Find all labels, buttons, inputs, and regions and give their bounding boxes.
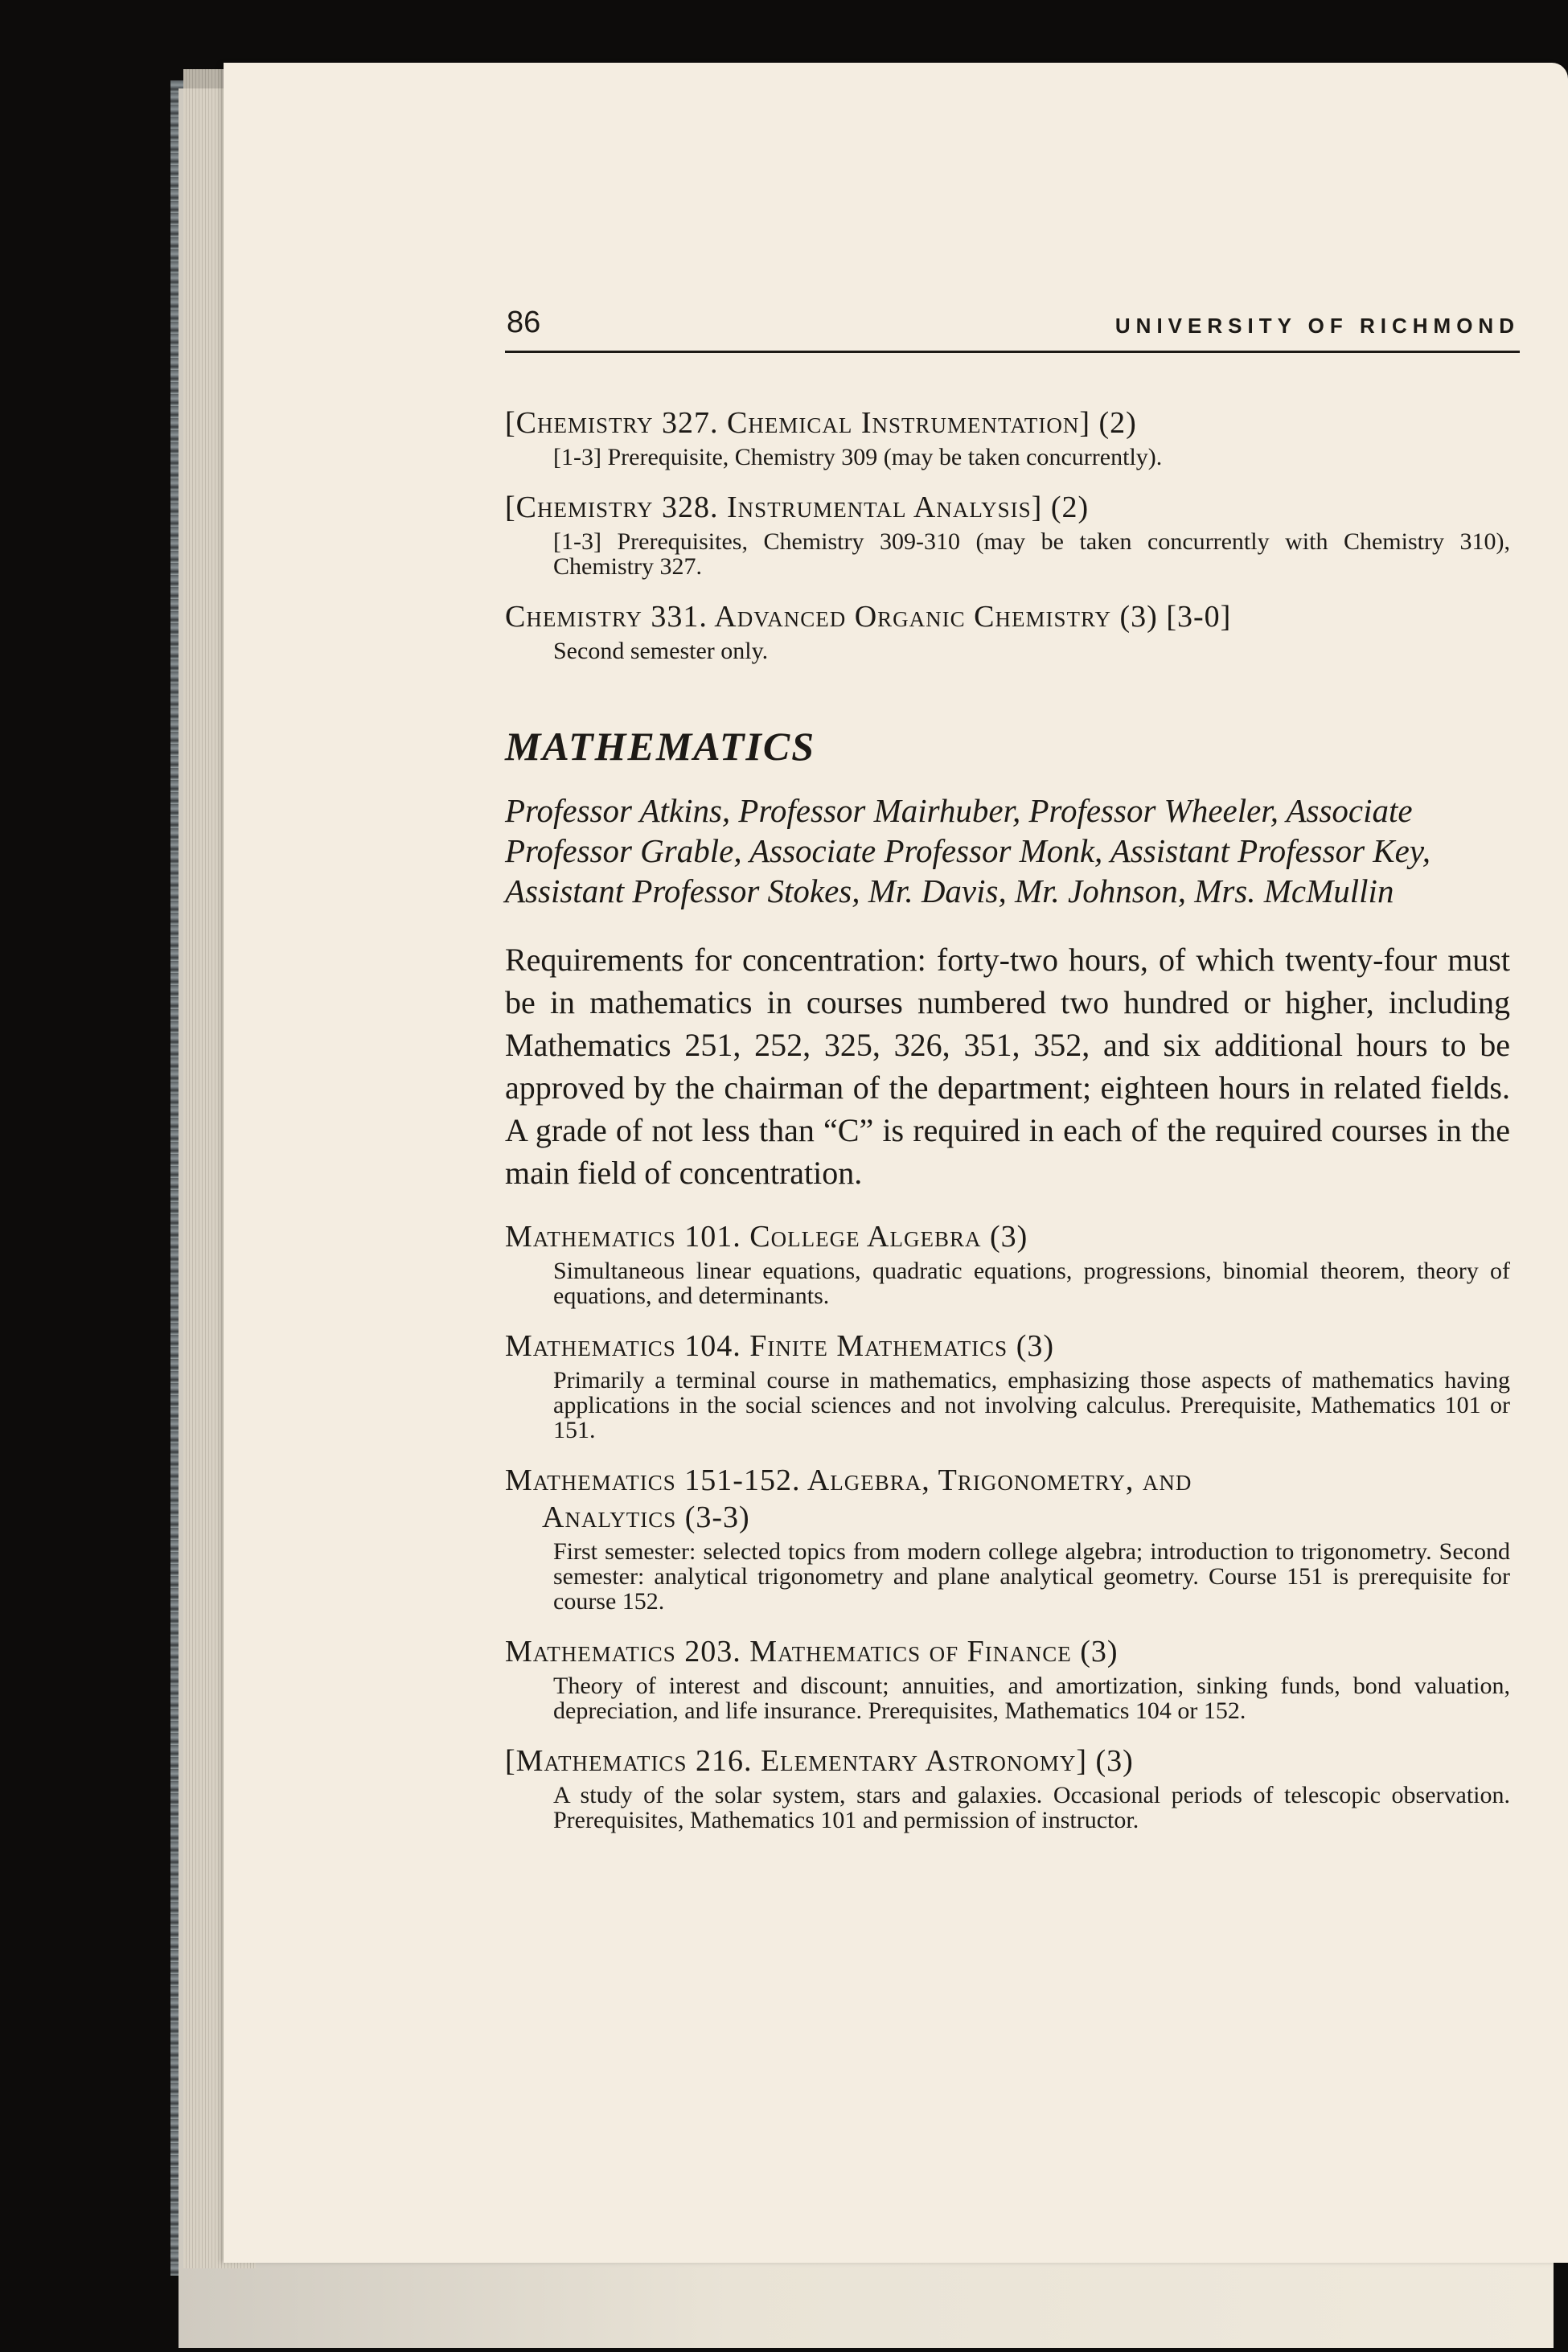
course-heading: [Chemistry 327. Chemical Instrumentation] (2) <box>505 406 1137 440</box>
course-heading: Mathematics 104. Finite Mathematics (3) <box>505 1329 1055 1363</box>
course-description: First semester: selected topics from modern college algebra; introduction to trigonometry. Second semester: analytical trigonometry and plane analytical geometry. Course 151 is prerequisite for course 152. <box>553 1538 1510 1615</box>
section-title: MATHEMATICS <box>505 724 816 769</box>
course-heading: Mathematics 203. Mathematics of Finance (3) <box>505 1635 1119 1669</box>
page-content <box>505 306 1520 1833</box>
course-heading: [Mathematics 216. Elementary Astronomy] (3) <box>505 1744 1134 1778</box>
course-mathematics-216 <box>505 1742 1510 1833</box>
course-heading: Mathematics 101. College Algebra (3) <box>505 1220 1028 1254</box>
course-description: Simultaneous linear equations, quadratic equations, progressions, binomial theorem, theory of equations, and determinants. <box>553 1258 1510 1309</box>
course-chemistry-331 <box>505 598 1510 663</box>
course-description: [1-3] Prerequisite, Chemistry 309 (may be taken concurrently). <box>553 444 1163 470</box>
course-description: Primarily a terminal course in mathematics, emphasizing those aspects of mathematics having applications in the social sciences and not involving calculus. Prerequisite, Mathematics 101 or 151. <box>553 1367 1510 1443</box>
page-number: 86 <box>507 306 541 339</box>
course-chemistry-327 <box>505 404 1510 470</box>
course-description: [1-3] Prerequisites, Chemistry 309-310 (may be taken concurrently with Chemistry 310), Chemistry 327. <box>553 528 1510 580</box>
running-title: UNIVERSITY OF RICHMOND <box>1114 314 1520 338</box>
course-heading: Chemistry 331. Advanced Organic Chemistry (3) [3-0] <box>505 600 1232 634</box>
course-description: A study of the solar system, stars and galaxies. Occasional periods of telescopic observation. Prerequisites, Mathematics 101 and permission of instructor. <box>553 1782 1510 1833</box>
running-head <box>505 306 1520 353</box>
course-heading: Mathematics 151-152. Algebra, Trigonometry, and <box>505 1463 1192 1497</box>
course-mathematics-203 <box>505 1633 1510 1723</box>
course-mathematics-101 <box>505 1218 1510 1308</box>
faculty-line: Assistant Professor Stokes, Mr. Davis, Mr. Johnson, Mrs. McMullin <box>505 872 1394 909</box>
requirements-paragraph: Requirements for concentration: forty-two hours, of which twenty-four must be in mathematics in courses numbered two hundred or higher, including Mathematics 251, 252, 325, 326, 351, 352, and six additional hours to be approved by the chairman of the department; eighteen hours in related fields. A grade of not less than “C” is required in each of the required courses in the main field of concentration. <box>505 942 1510 1191</box>
course-heading: [Chemistry 328. Instrumental Analysis] (2) <box>505 491 1090 524</box>
faculty-list <box>505 790 1510 911</box>
course-description: Theory of interest and discount; annuities, and amortization, sinking funds, bond valuation, depreciation, and life insurance. Prerequisites, Mathematics 104 or 152. <box>553 1673 1510 1724</box>
course-chemistry-328 <box>505 489 1510 579</box>
course-mathematics-151-152 <box>505 1462 1510 1614</box>
faculty-line: Professor Atkins, Professor Mairhuber, Professor Wheeler, Associate <box>505 792 1413 829</box>
faculty-line: Professor Grable, Associate Professor Monk, Assistant Professor Key, <box>505 832 1431 869</box>
course-heading-continued: Analytics (3-3) <box>542 1500 750 1534</box>
course-mathematics-104 <box>505 1328 1510 1443</box>
course-description: Second semester only. <box>553 638 769 664</box>
